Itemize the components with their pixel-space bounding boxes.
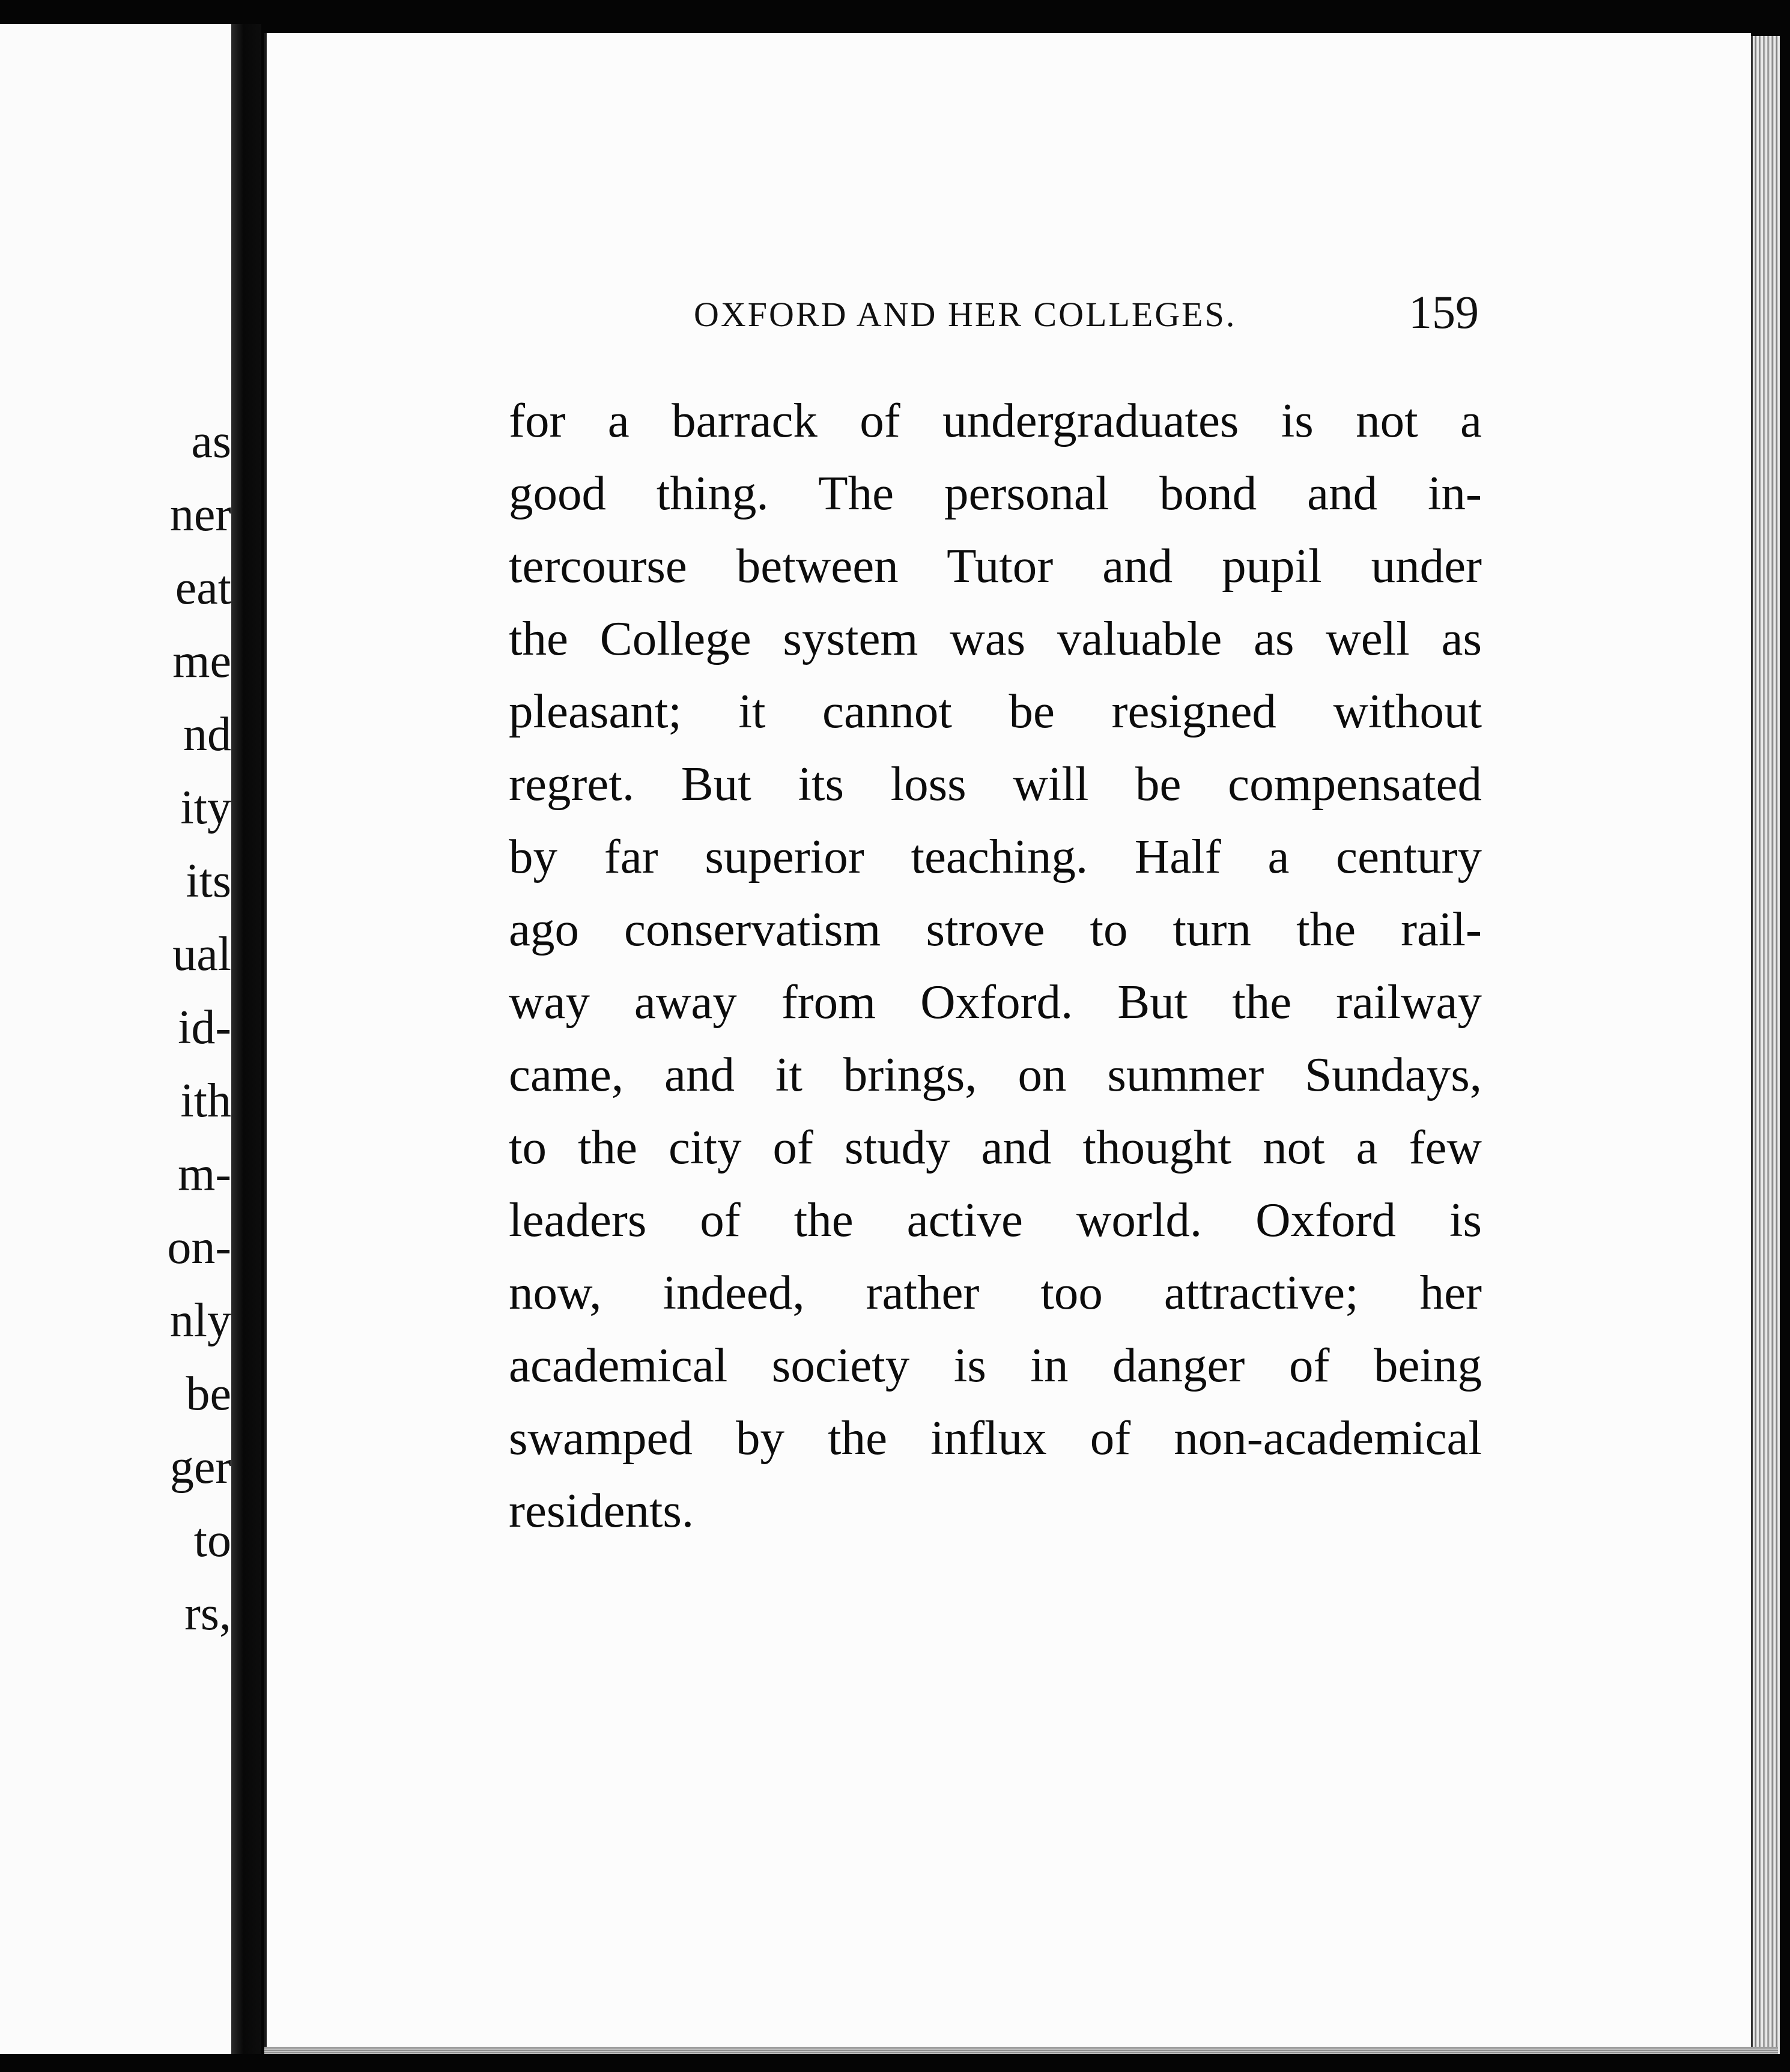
previous-page-line-fragment: me: [172, 635, 231, 688]
previous-page-line-fragment: ity: [180, 781, 231, 834]
text-line: residents.: [509, 1483, 694, 1537]
previous-page-line-fragment: as: [191, 415, 231, 468]
text-line: swamped by the influx of non-academical: [509, 1411, 1482, 1465]
text-line: the College system was valuable as well as: [509, 611, 1482, 665]
text-line: ago conservatism strove to turn the rail-: [509, 902, 1482, 956]
page-number: 159: [1409, 286, 1479, 338]
previous-page-line-fragment: its: [186, 855, 231, 907]
previous-page-line-fragment: on-: [167, 1221, 231, 1274]
text-line: now, indeed, rather too attractive; her: [509, 1265, 1482, 1319]
previous-page-line-fragment: ith: [180, 1074, 231, 1127]
book-gutter: [231, 24, 261, 2054]
text-line: to the city of study and thought not a few: [509, 1120, 1482, 1174]
running-head: OXFORD AND HER COLLEGES.: [694, 295, 1237, 334]
bottom-page-edge: [264, 2047, 1778, 2054]
previous-page-line-fragment: be: [186, 1368, 231, 1420]
previous-page-line-fragment: m-: [178, 1148, 231, 1201]
body-text: [509, 384, 1482, 1547]
text-line: leaders of the active world. Oxford is: [509, 1193, 1482, 1247]
text-line: academical society is in danger of being: [509, 1338, 1482, 1392]
previous-page-line-fragment: nd: [183, 708, 231, 761]
text-line: came, and it brings, on summer Sundays,: [509, 1047, 1482, 1101]
text-line: by far superior teaching. Half a century: [509, 829, 1482, 883]
previous-page-line-fragment: ner: [169, 488, 231, 541]
previous-page-line-fragment: rs,: [184, 1587, 231, 1640]
text-line: for a barrack of undergraduates is not a: [509, 393, 1482, 447]
text-line: tercourse between Tutor and pupil under: [509, 539, 1482, 593]
page-edges: [1751, 36, 1780, 2054]
previous-page-line-fragment: ual: [172, 928, 231, 981]
previous-page-line-fragment: ger: [169, 1441, 231, 1494]
text-line: good thing. The personal bond and in-: [509, 466, 1482, 520]
previous-page-line-fragment: eat: [175, 562, 231, 614]
previous-page-line-fragment: id-: [178, 1001, 231, 1054]
text-line: regret. But its loss will be compensated: [509, 757, 1482, 811]
previous-page: [0, 24, 231, 2054]
text-line: way away from Oxford. But the railway: [509, 975, 1482, 1029]
text-line: pleasant; it cannot be resigned without: [509, 684, 1482, 738]
previous-page-line-fragment: to: [193, 1514, 231, 1567]
previous-page-line-fragment: nly: [169, 1294, 231, 1347]
